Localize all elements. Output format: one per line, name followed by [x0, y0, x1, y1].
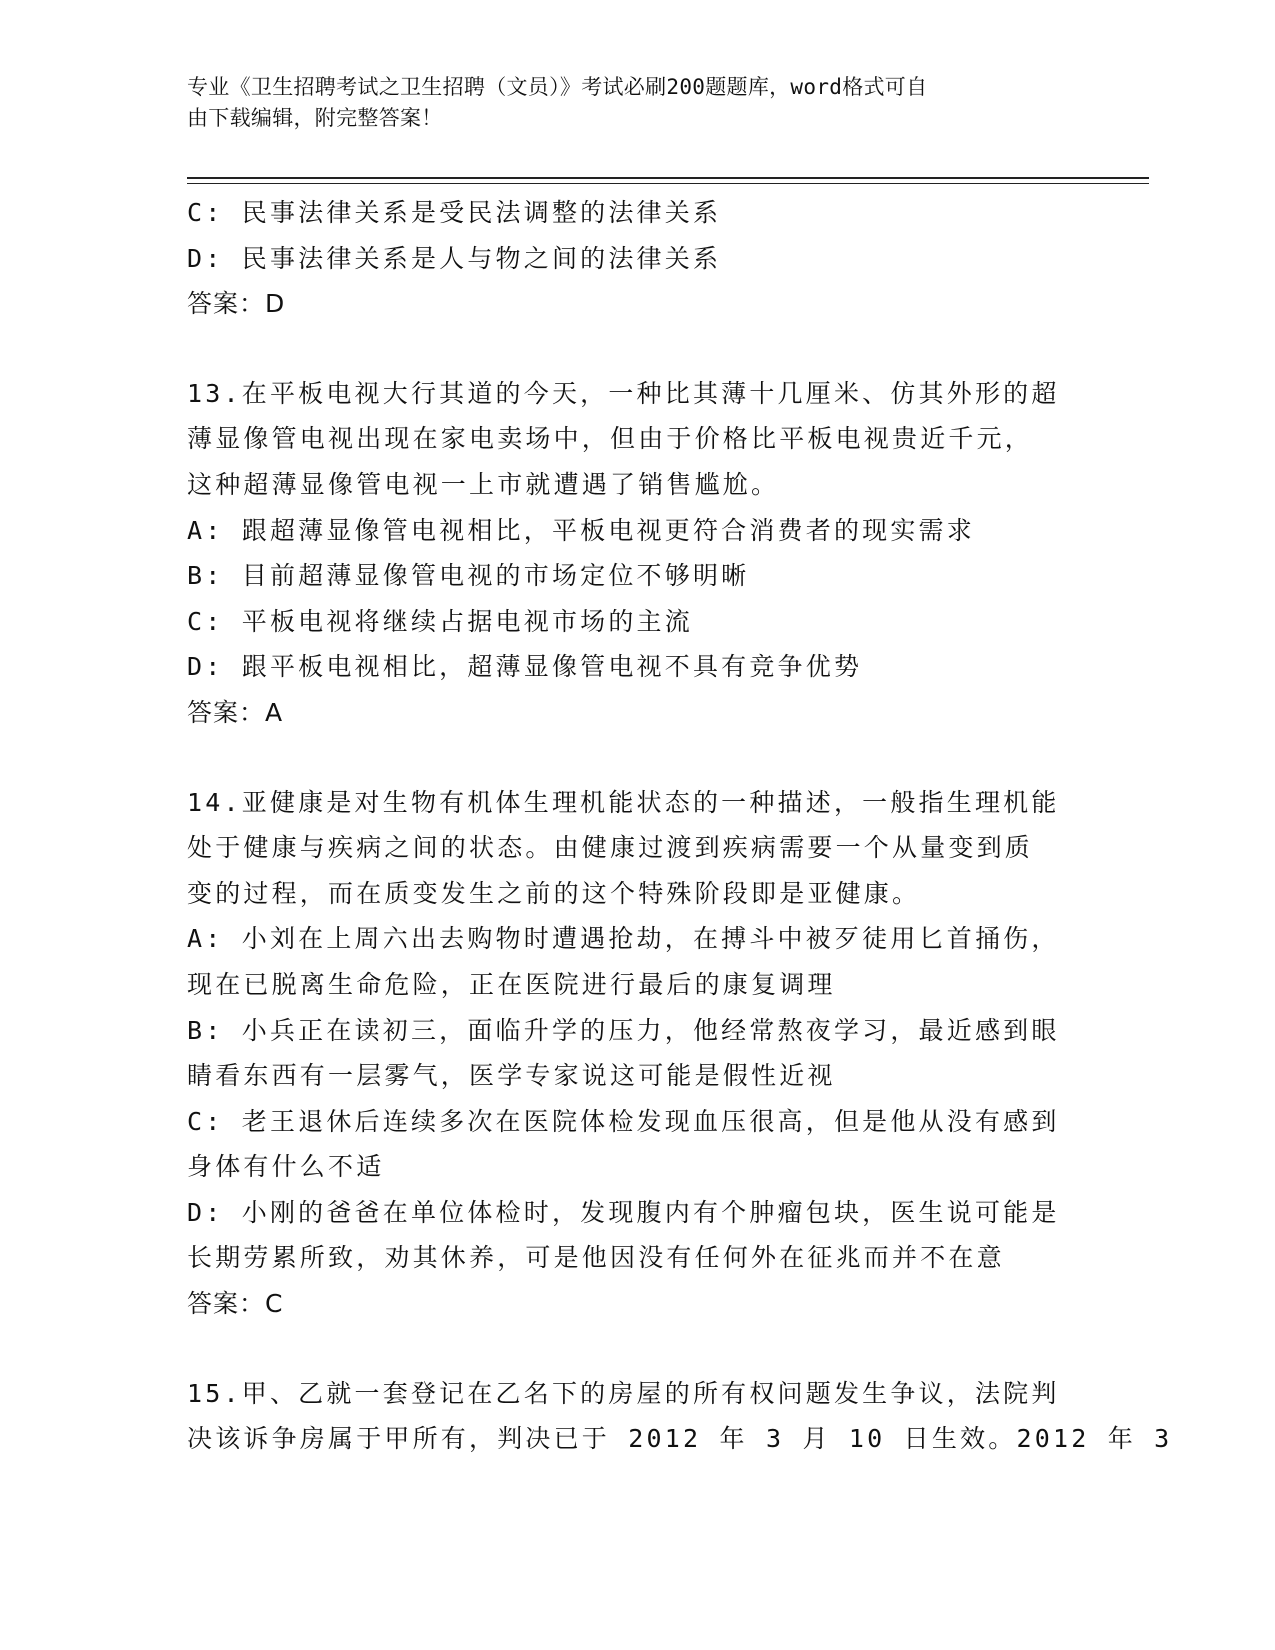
- question-stem-line: 处于健康与疾病之间的状态。由健康过渡到疾病需要一个从量变到质: [187, 833, 1034, 863]
- option-d: D: 小刚的爸爸在单位体检时，发现腹内有个肿瘤包块，医生说可能是: [187, 1197, 1060, 1227]
- option-c-continued: 身体有什么不适: [187, 1152, 385, 1182]
- option-c: C: 平板电视将继续占据电视市场的主流: [187, 606, 693, 636]
- page-header: [187, 72, 1067, 134]
- option-c: C: 民事法律关系是受民法调整的法律关系: [187, 198, 722, 227]
- option-a: A: 小刘在上周六出去购物时遭遇抢劫，在搏斗中被歹徒用匕首捅伤，: [187, 924, 1060, 954]
- question-12-continuation: [187, 190, 1087, 327]
- question-stem-line: 薄显像管电视出现在家电卖场中，但由于价格比平板电视贵近千元，: [187, 424, 1034, 454]
- option-d-continued: 长期劳累所致，劝其休养，可是他因没有任何外在征兆而并不在意: [187, 1243, 1005, 1273]
- document-body: [187, 190, 1173, 1462]
- question-stem-line: 这种超薄显像管电视一上市就遭遇了销售尴尬。: [187, 469, 780, 499]
- question-stem-line: 13.在平板电视大行其道的今天，一种比其薄十几厘米、仿其外形的超: [187, 378, 1060, 408]
- question-stem-line: 14.亚健康是对生物有机体生理机能状态的一种描述，一般指生理机能: [187, 787, 1060, 817]
- question-15: [187, 1371, 1173, 1462]
- header-divider-thin: [187, 183, 1149, 184]
- header-line-1: 专业《卫生招聘考试之卫生招聘（文员）》考试必刷200题题库，word格式可自: [187, 75, 928, 99]
- spacer: [187, 1327, 1087, 1371]
- option-d: D: 民事法律关系是人与物之间的法律关系: [187, 243, 722, 273]
- question-stem-line: 15.甲、乙就一套登记在乙名下的房屋的所有权问题发生争议，法院判: [187, 1378, 1060, 1408]
- answer-line: 答案：C: [187, 1289, 284, 1319]
- option-a-continued: 现在已脱离生命危险，正在医院进行最后的康复调理: [187, 969, 836, 999]
- question-14: [187, 780, 1087, 1327]
- header-divider-thick: [187, 177, 1149, 179]
- answer-line: 答案：A: [187, 697, 284, 727]
- question-stem-line: 变的过程，而在质变发生之前的这个特殊阶段即是亚健康。: [187, 878, 921, 908]
- header-line-2: 由下载编辑，附完整答案！: [187, 106, 443, 130]
- answer-line: 答案：D: [187, 289, 286, 319]
- spacer: [187, 327, 1087, 371]
- option-a: A: 跟超薄显像管电视相比，平板电视更符合消费者的现实需求: [187, 515, 975, 545]
- option-b-continued: 睛看东西有一层雾气，医学专家说这可能是假性近视: [187, 1061, 836, 1091]
- option-b: B: 目前超薄显像管电视的市场定位不够明晰: [187, 561, 750, 591]
- option-d: D: 跟平板电视相比，超薄显像管电视不具有竞争优势: [187, 652, 863, 682]
- question-13: [187, 371, 1087, 736]
- option-b: B: 小兵正在读初三，面临升学的压力，他经常熬夜学习，最近感到眼: [187, 1015, 1060, 1045]
- spacer: [187, 736, 1087, 780]
- question-stem-line: 决该诉争房属于甲所有，判决已于 2012 年 3 月 10 日生效。2012 年 3: [187, 1424, 1173, 1454]
- option-c: C: 老王退休后连续多次在医院体检发现血压很高，但是他从没有感到: [187, 1106, 1060, 1136]
